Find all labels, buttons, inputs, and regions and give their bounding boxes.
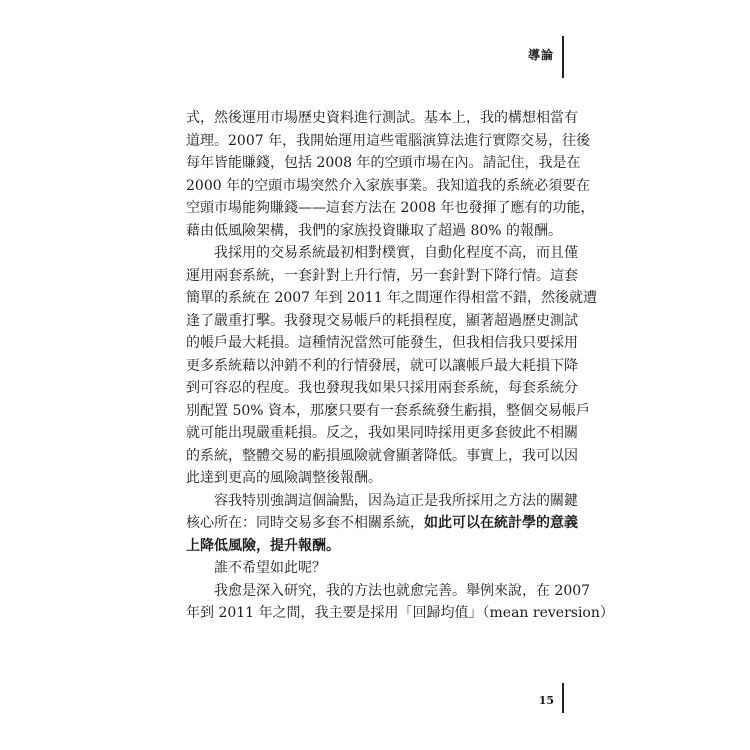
text-line: 2000 年的空頭市場突然介入家族事業。我知道我的系統必須要在 xyxy=(186,177,591,194)
text-run: 核心所在：同時交易多套不相關系統， xyxy=(186,515,424,531)
running-head: 導論 xyxy=(527,48,554,62)
text-line: 年到 2011 年之間，我主要是採用「回歸均值」（mean reversion） xyxy=(186,605,614,621)
text-line: 誰不希望如此呢？ xyxy=(214,560,326,576)
text-line: 逢了嚴重打擊。我發現交易帳戶的耗損程度，顯著超過歷史測試 xyxy=(186,312,578,329)
text-line: 就可能出現嚴重耗損。反之，我如果同時採用更多套彼此不相關 xyxy=(186,425,578,441)
text-line: 藉由低風險架構，我們的家族投資賺取了超過 80% 的報酬。 xyxy=(186,222,563,239)
text-line: 空頭市場能夠賺錢——這套方法在 2008 年也發揮了應有的功能， xyxy=(186,200,595,216)
text-line: 每年皆能賺錢，包括 2008 年的空頭市場在內。請記住，我是在 xyxy=(186,155,581,171)
body-text xyxy=(186,107,614,625)
text-line xyxy=(186,512,578,535)
footer-rule xyxy=(562,683,564,713)
text-line: 到可容忍的程度。我也發現我如果只採用兩套系統，每套系統分 xyxy=(186,380,578,396)
page-number: 15 xyxy=(538,694,554,707)
text-line: 運用兩套系統，一套針對上升行情，另一套針對下降行情。這套 xyxy=(186,267,578,284)
text-line: 式，然後運用市場歷史資料進行測試。基本上，我的構想相當有 xyxy=(186,110,578,126)
text-line: 道理。2007 年，我開始運用這些電腦演算法進行實際交易，往後 xyxy=(186,132,591,149)
text-line: 我採用的交易系統最初相對樸實，自動化程度不高，而且僅 xyxy=(214,245,578,261)
text-line: 的系統，整體交易的虧損風險就會顯著降低。事實上，我可以因 xyxy=(186,447,578,464)
text-line: 上降低風險，提升報酬。 xyxy=(186,537,340,554)
emphasis-run: 如此可以在統計學的意義 xyxy=(424,515,578,531)
text-line: 更多系統藉以沖銷不利的行情發展，就可以讓帳戶最大耗損下降 xyxy=(186,357,578,374)
text-line: 的帳戶最大耗損。這種情況當然可能發生，但我相信我只要採用 xyxy=(186,335,578,351)
header-rule xyxy=(562,36,564,78)
text-line: 簡單的系統在 2007 年到 2011 年之間運作得相當不錯，然後就遭 xyxy=(186,290,598,306)
text-line: 我愈是深入研究，我的方法也就愈完善。舉例來說，在 2007 xyxy=(214,582,591,599)
text-line: 此達到更高的風險調整後報酬。 xyxy=(186,470,382,486)
text-line: 容我特別強調這個論點，因為這正是我所採用之方法的關鍵 xyxy=(214,492,578,509)
text-line: 別配置 50% 資本，那麼只要有一套系統發生虧損，整個交易帳戶 xyxy=(186,402,591,419)
